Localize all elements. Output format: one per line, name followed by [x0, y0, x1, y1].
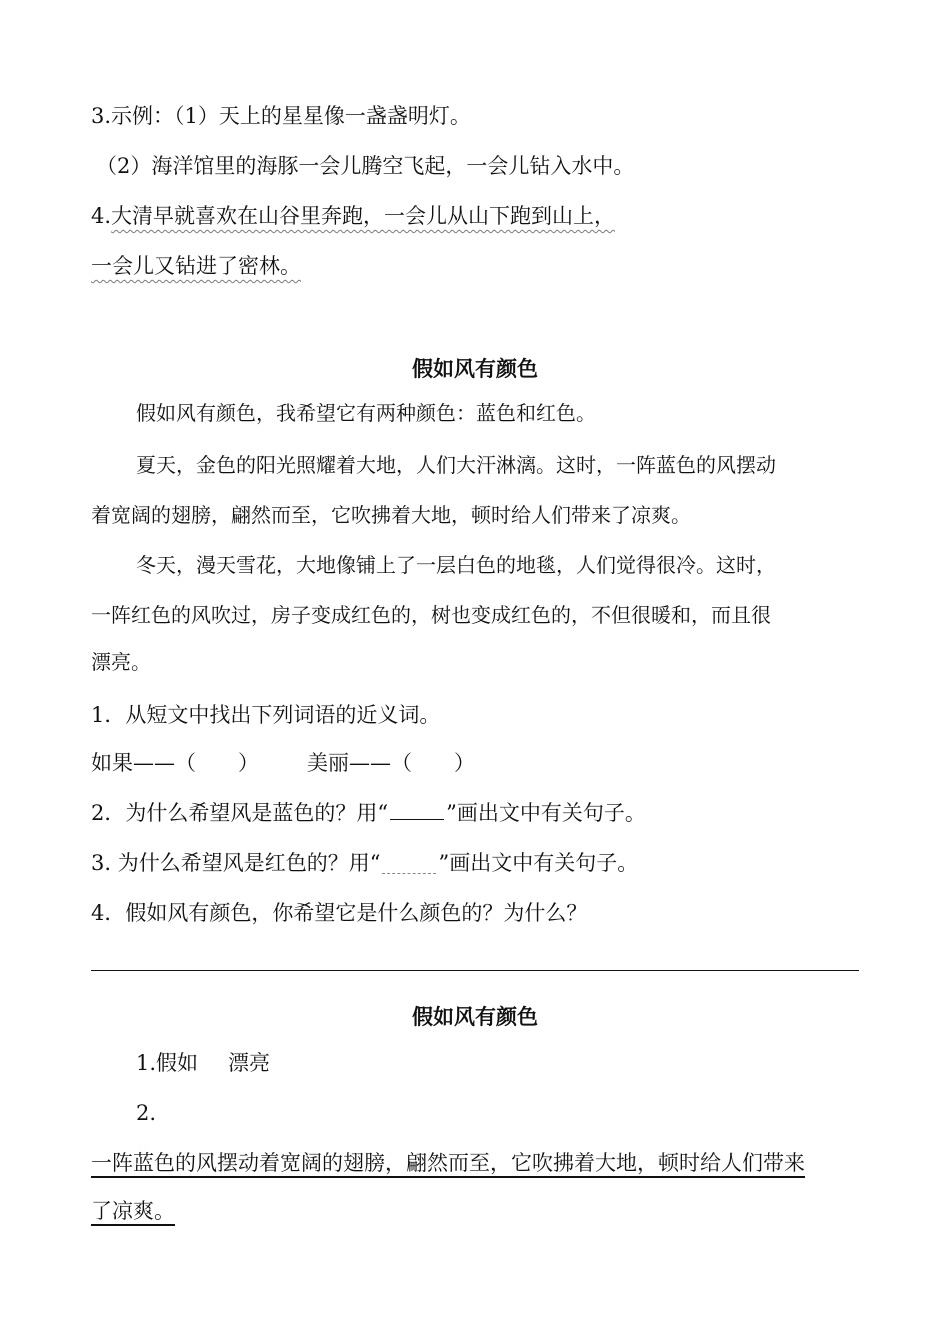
answer-4-number: 4. [91, 204, 112, 228]
answer-1-word-2: 漂亮 [228, 1051, 271, 1075]
answer-4-continued: 一会儿又钻进了密林。 [91, 254, 301, 278]
question-1-words [91, 753, 475, 774]
story-title: 假如风有颜色 [412, 357, 538, 381]
story-paragraph-3-line-1: 冬天，漫天雪花，大地像铺上了一层白色的地毯，人们觉得很冷。这时， [136, 553, 776, 577]
story-paragraph-3-line-3: 漂亮。 [91, 650, 151, 674]
answer-4-text: 大清早就喜欢在山谷里奔跑，一会儿从山下跑到山上， [111, 204, 616, 228]
answers-title: 假如风有颜色 [412, 1005, 538, 1029]
story-paragraph-3-line-2: 一阵红色的风吹过，房子变成红色的，树也变成红色的，不但很暖和，而且很 [91, 603, 771, 627]
answer-line-3-2: （2）海洋馆里的海豚一会儿腾空飞起，一会儿钻入水中。 [96, 154, 635, 178]
answer-line-3: 3.示例：（1）天上的星星像一盏盏明灯。 [91, 104, 471, 128]
answer-2-line-1: 一阵蓝色的风摆动着宽阔的翅膀，翩然而至，它吹拂着大地，顿时给人们带来 [91, 1151, 805, 1175]
answer-1-word-1: 1.假如 [136, 1051, 199, 1075]
question-1: 1．从短文中找出下列词语的近义词。 [91, 703, 441, 727]
synonym-word-1: 如果——（ ） [91, 751, 259, 775]
answer-2-line-2: 了凉爽。 [91, 1199, 175, 1223]
question-3-suffix: ”画出文中有关句子。 [438, 851, 639, 875]
straight-line-mark [390, 818, 444, 820]
question-3-text: 3. 为什么希望风是红色的？用“ [91, 851, 381, 875]
story-paragraph-1: 假如风有颜色，我希望它有两种颜色：蓝色和红色。 [136, 401, 596, 425]
story-paragraph-2-line-1: 夏天，金色的阳光照耀着大地，人们大汗淋漓。这时，一阵蓝色的风摆动 [136, 453, 776, 477]
answer-2-label: 2. [136, 1101, 157, 1125]
wavy-line-mark [382, 867, 436, 874]
question-4: 4．假如风有颜色，你希望它是什么颜色的？为什么？ [91, 901, 588, 925]
question-2-text: 2．为什么希望风是蓝色的？用“ [91, 801, 389, 825]
question-3 [91, 853, 638, 874]
section-divider [91, 970, 859, 971]
synonym-word-2: 美丽——（ ） [307, 751, 475, 775]
answer-line-4 [91, 206, 615, 227]
question-2-suffix: ”画出文中有关句子。 [446, 801, 646, 825]
question-2 [91, 803, 646, 824]
story-paragraph-2-line-2: 着宽阔的翅膀，翩然而至，它吹拂着大地，顿时给人们带来了凉爽。 [91, 503, 691, 527]
answer-1 [136, 1053, 270, 1074]
